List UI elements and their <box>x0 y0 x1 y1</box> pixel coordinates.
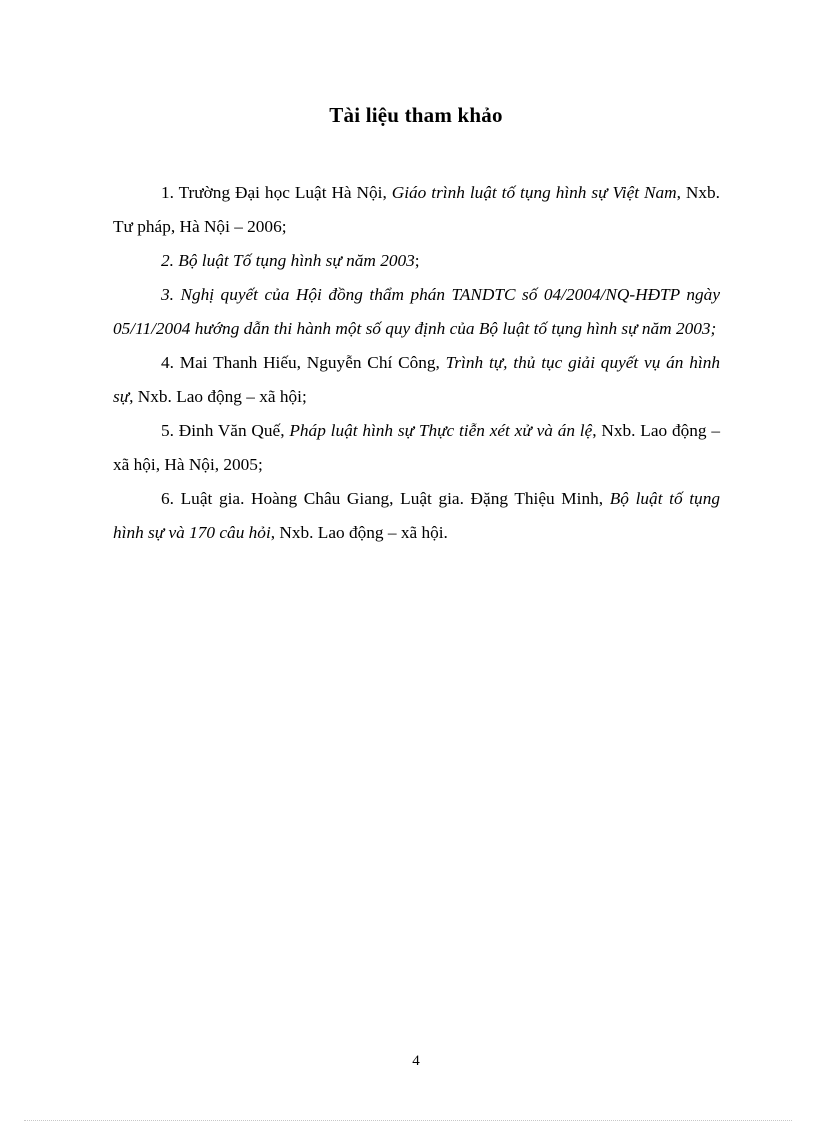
reference-item <box>113 176 720 244</box>
reference-text: ; <box>414 251 420 270</box>
reference-text: , Nxb. Tư pháp, Hà Nội – 2006; <box>113 183 720 236</box>
reference-item <box>113 414 720 482</box>
reference-text: 5. Đinh Văn Quế, <box>161 421 290 440</box>
reference-title: 3. Nghị quyết của Hội đồng thẩm phán TANDTC số 04/2004/NQ-HĐTP ngày 05/11/2004 hướng dẫn thi hành một số quy định của Bộ luật tố tụng hình sự năm 2003; <box>113 285 720 338</box>
page-title: Tài liệu tham khảo <box>329 103 503 127</box>
reference-item <box>113 482 720 550</box>
reference-text: , Nxb. Lao động – xã hội. <box>270 523 448 542</box>
reference-text: 6. Luật gia. Hoàng Châu Giang, Luật gia. Đặng Thiệu Minh, <box>161 489 610 508</box>
reference-item <box>113 278 720 346</box>
reference-title: 2. Bộ luật Tố tụng hình sự năm 2003 <box>161 251 415 270</box>
reference-title: Giáo trình luật tố tụng hình sự Việt Nam <box>391 183 677 202</box>
reference-list <box>113 176 720 550</box>
reference-text: 1. Trường Đại học Luật Hà Nội, <box>161 183 392 202</box>
reference-title: Bộ luật tố tụng hình sự và 170 câu hỏi <box>113 489 720 542</box>
page-bottom-divider <box>24 1120 792 1121</box>
reference-item <box>113 244 720 278</box>
reference-text: , Nxb. Lao động – xã hội; <box>129 387 307 406</box>
reference-text: , Nxb. Lao động – xã hội, Hà Nội, 2005; <box>113 421 720 474</box>
reference-text: 4. Mai Thanh Hiếu, Nguyễn Chí Công, <box>161 353 446 372</box>
reference-title: Trình tự, thủ tục giải quyết vụ án hình sự <box>113 353 720 406</box>
reference-item <box>113 346 720 414</box>
reference-title: Pháp luật hình sự Thực tiễn xét xử và án lệ <box>289 421 593 440</box>
page-number: 4 <box>412 1053 420 1069</box>
